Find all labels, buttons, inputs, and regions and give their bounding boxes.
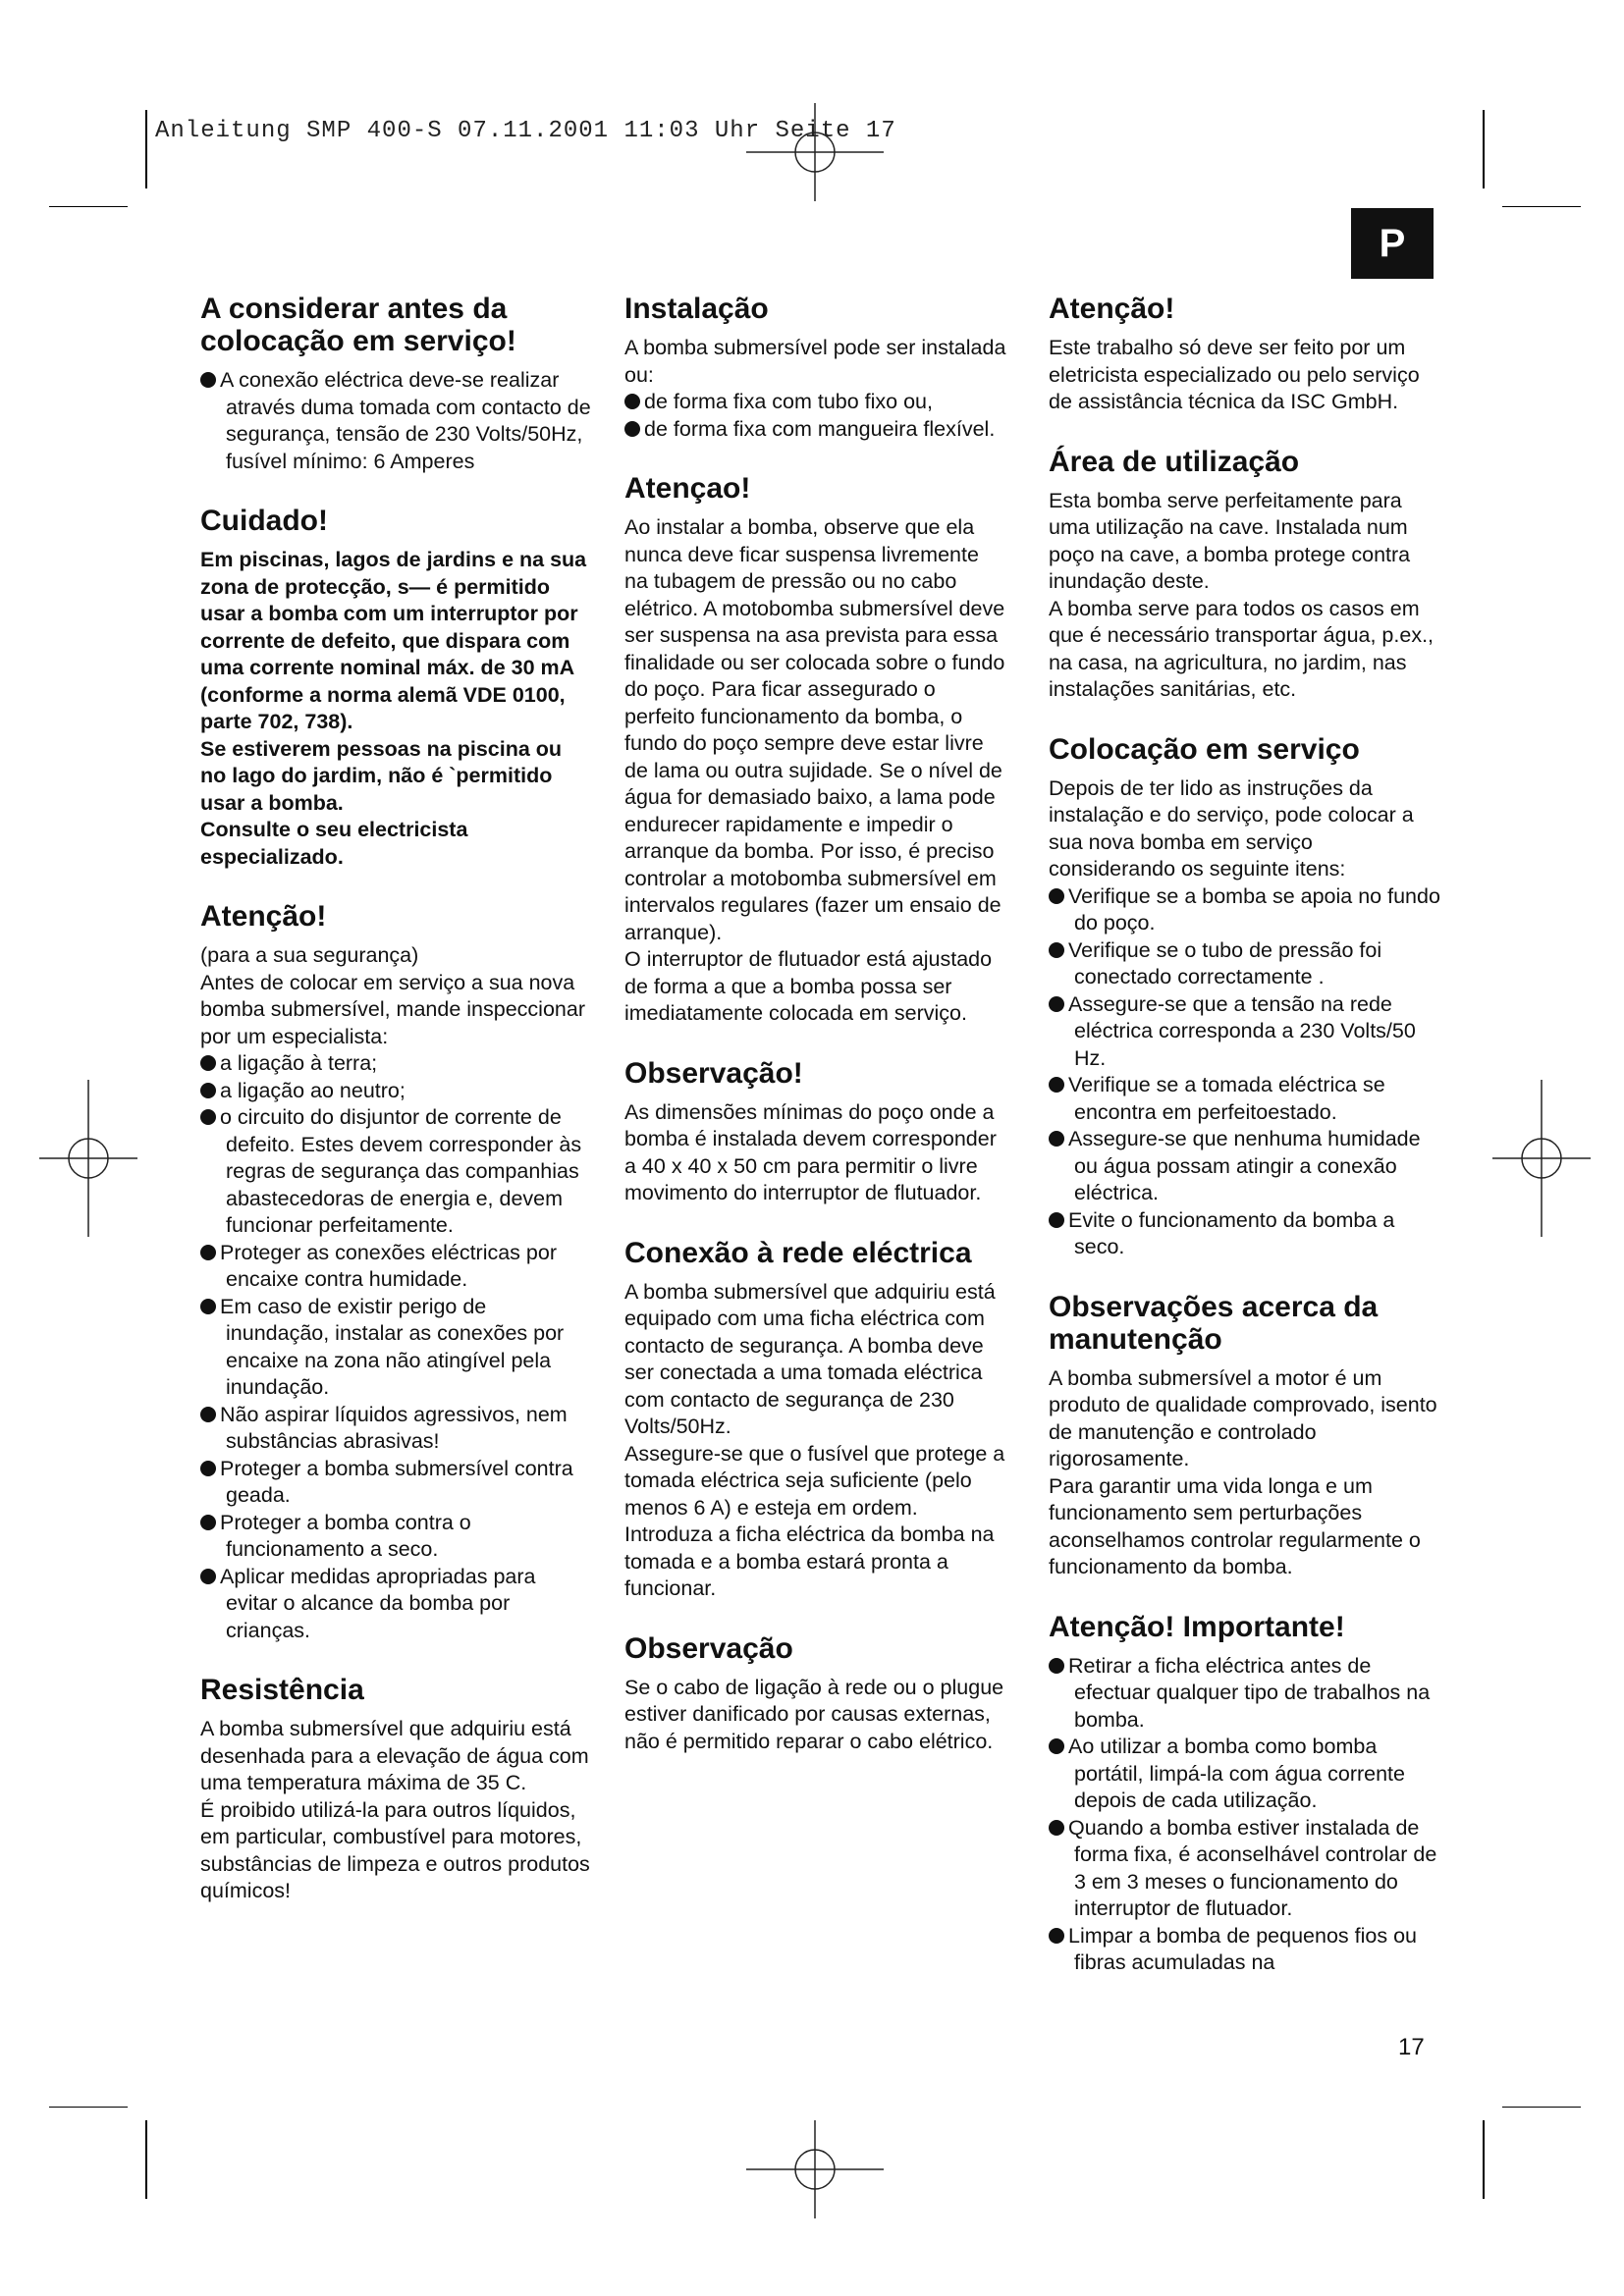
bullet-icon [200,1569,216,1584]
bullet-icon [624,394,640,409]
bullet-text: Verifique se a tomada eléctrica se encontra em perfeitoestado. [1068,1073,1385,1124]
bullet-text: Aplicar medidas apropriadas para evitar o alcance da bomba por crianças. [220,1564,536,1642]
bullet-text: A conexão eléctrica deve-se realizar através duma tomada com contacto de segurança, tensão de 230 Volts/50Hz, fusível mínimo: 6 Amperes [220,368,591,473]
section-title: Atenção! [1049,293,1175,325]
bullet-item [200,1402,593,1456]
bullet-item [624,416,1007,444]
bullet-icon [200,372,216,388]
bullet-item [200,1564,593,1645]
bullet-icon [200,1245,216,1260]
bullet-icon [1049,1928,1064,1944]
bullet-icon [624,421,640,437]
bullet-item [1049,1815,1441,1923]
section-title: Observações acerca da manutenção [1049,1290,1379,1356]
section-title: Observação! [624,1056,803,1090]
bullet-text: Retirar a ficha eléctrica antes de efectuar qualquer tipo de trabalhos na bomba. [1068,1653,1431,1732]
warning-paragraph: Se estiverem pessoas na piscina ou no lago do jardim, não é `permitido usar a bomba. [200,736,563,815]
section-title: Área de utilização [1049,445,1300,478]
registration-mark-right [1492,1080,1591,1237]
column-3 [1049,293,1441,2006]
bullet-text: Proteger a bomba submersível contra geada. [220,1456,573,1507]
paragraph: A bomba submersível que adquiriu está equipado com uma ficha eléctrica com contacto de segurança. A bomba deve ser conectada a uma tomada eléctrica com contacto de segurança de 230 Volts/50Hz. [624,1279,996,1438]
bullet-text: Evite o funcionamento da bomba a seco. [1068,1207,1395,1258]
bullet-icon [200,1515,216,1530]
registration-mark-top [746,103,884,201]
paragraph: É proibido utilizá-la para outros líquidos, em particular, combustível para motores, substâncias de limpeza e outros produtos químicos! [200,1797,590,1902]
bullet-icon [1049,942,1064,958]
bullet-list [200,367,593,475]
section-title: Conexão à rede eléctrica [624,1236,972,1269]
section-title: Instalação [624,293,769,325]
section [1049,1291,1441,1581]
section-title: Resistência [200,1674,364,1706]
bullet-text: Assegure-se que a tensão na rede eléctrica corresponda a 230 Volts/50 Hz. [1068,991,1416,1070]
bullet-icon [1049,1077,1064,1093]
print-header: Anleitung SMP 400-S 07.11.2001 11:03 Uhr Seite 17 [155,118,896,144]
bullet-icon [200,1083,216,1098]
bullet-item [200,1050,593,1078]
paragraph: Introduza a ficha eléctrica da bomba na tomada e a bomba estará pronta a funcionar. [624,1522,995,1600]
warning-paragraph: Em piscinas, lagos de jardins e na sua zona de protecção, s— é permitido usar a bomba com um interruptor por corrente de defeito, que dispara com uma corrente nominal máx. de 30 mA (conforme a norma alemã VDE 0100, parte 702, 738). [200,548,587,733]
bullet-item [1049,937,1441,991]
bullet-text: Ao utilizar a bomba como bomba portátil, limpá-la com água corrente depois de cada utilização. [1068,1735,1405,1812]
paragraph: Assegure-se que o fusível que protege a tomada eléctrica seja suficiente (pelo menos 6 A) e esteja em ordem. [624,1441,1005,1520]
section [624,293,1007,443]
section-title: Colocação em serviço [1049,732,1360,766]
language-tab: P [1351,208,1434,279]
bullet-item [1049,991,1441,1073]
bullet-text: Limpar a bomba de pequenos fios ou fibras acumuladas na [1068,1923,1417,1974]
paragraph: Para garantir uma vida longa e um funcionamento sem perturbações aconselhamos controlar regularmente o funcionamento da bomba. [1049,1473,1421,1578]
bullet-item [200,1510,593,1564]
paragraph: Se o cabo de ligação à rede ou o plugue estiver danificado por causas externas, não é permitido reparar o cabo elétrico. [624,1675,1004,1753]
section-title: Atençao! [624,472,751,505]
bullet-text: Não aspirar líquidos agressivos, nem substâncias abrasivas! [220,1402,568,1453]
bullet-item [200,367,593,475]
bullet-item [1049,883,1441,937]
column-1 [200,293,593,1935]
paragraph: Este trabalho só deve ser feito por um eletricista especializado ou pelo serviço de assistância técnica da ISC GmbH. [1049,336,1420,413]
section [1049,446,1441,704]
bullet-list [624,389,1007,443]
bullet-item [1049,1923,1441,1977]
section [624,1632,1007,1756]
paragraph: O interruptor de flutuador está ajustado de forma a que a bomba possa ser imediatamente colocada em serviço. [624,947,993,1025]
bullet-icon [200,1299,216,1314]
bullet-item [1049,1734,1441,1815]
paragraph: A bomba submersível pode ser instalada ou: [624,336,1006,387]
section [624,1237,1007,1603]
bullet-icon [1049,1131,1064,1147]
column-2 [624,293,1007,1785]
section [200,900,593,1644]
section [624,1057,1007,1207]
paragraph: Esta bomba serve perfeitamente para uma utilização na cave. Instalada num poço na cave, a bomba protege contra inundação deste. [1049,488,1411,593]
paragraph: As dimensões mínimas do poço onde a bomba é instalada devem corresponder a 40 x 40 x 50 cm para permitir o livre movimento do interruptor de flutuador. [624,1099,997,1204]
section [200,505,593,871]
paragraph: Ao instalar a bomba, observe que ela nunca deve ficar suspensa livremente na tubagem de pressão ou no cabo elétrico. A motobomba submersível deve ser suspensa na asa prevista para essa finalidade ou ser colocada sobre o fundo do poço. Para ficar assegurado o perfeito funcionamento da bomba, o fundo do poço sempre deve estar livre de lama ou outra sujidade. Se o nível de água for demasiado baixo, a lama pode endurecer rapidamente e impedir o arranque da bomba. Por isso, é preciso controlar a motobomba submersível em intervalos regulares (fazer um ensaio de arranque). [624,515,1005,944]
bullet-text: Proteger a bomba contra o funcionamento a seco. [220,1510,471,1561]
bullet-text: a ligação ao neutro; [220,1078,406,1102]
bullet-item [200,1294,593,1402]
bullet-item [1049,1072,1441,1126]
paragraph: A bomba submersível que adquiriu está desenhada para a elevação de água com uma temperatura máxima de 35 C. [200,1717,589,1794]
section-title: Cuidado! [200,505,328,537]
bullet-text: Em caso de existir perigo de inundação, instalar as conexões por encaixe na zona não atingível pela inundação. [220,1294,565,1399]
bullet-text: de forma fixa com tubo fixo ou, [644,390,933,413]
page-number: 17 [1398,2034,1425,2060]
section [1049,293,1441,416]
bullet-text: Assegure-se que nenhuma humidade ou água possam atingir a conexão eléctrica. [1068,1127,1421,1204]
paragraph: Antes de colocar em serviço a sua nova bomba submersível, mande inspeccionar por um especialista: [200,970,585,1048]
bullet-item [200,1078,593,1105]
bullet-icon [200,1407,216,1422]
bullet-item [1049,1653,1441,1735]
section [200,1674,593,1905]
bullet-icon [1049,1212,1064,1228]
bullet-text: Proteger as conexões eléctricas por encaixe contra humidade. [220,1240,557,1291]
registration-mark-bottom [746,2120,884,2218]
bullet-list [1049,1653,1441,1977]
paragraph: A bomba serve para todos os casos em que é necessário transportar água, p.ex., na casa, na agricultura, no jardim, nas instalações sanitárias, etc. [1049,596,1435,701]
paragraph: Depois de ter lido as instruções da instalação e do serviço, pode colocar a sua nova bomba em serviço considerando os seguinte itens: [1049,775,1414,881]
paragraph: A bomba submersível a motor é um produto de qualidade comprovado, isento de manutenção e controlado rigorosamente. [1049,1365,1437,1470]
section-title: Atenção! Importante! [1049,1610,1345,1643]
bullet-text: Verifique se a bomba se apoia no fundo do poço. [1068,883,1440,934]
bullet-text: Quando a bomba estiver instalada de forma fixa, é aconselhável controlar de 3 em 3 meses o funcionamento do interruptor de flutuador. [1068,1815,1437,1920]
section [1049,1611,1441,1977]
bullet-item [200,1240,593,1294]
warning-paragraph: Consulte o seu electricista especializado. [200,818,468,869]
section-title: Atenção! [200,900,327,933]
section-title: A considerar antes da colocação em serviço! [200,293,516,357]
bullet-text: Verifique se o tubo de pressão foi conectado correctamente . [1068,937,1382,988]
bullet-list [200,1050,593,1644]
bullet-icon [1049,1658,1064,1674]
bullet-icon [1049,1738,1064,1754]
bullet-item [200,1104,593,1240]
paragraph: (para a sua segurança) [200,943,419,967]
bullet-item [1049,1126,1441,1207]
bullet-item [1049,1207,1441,1261]
section [1049,733,1441,1261]
bullet-item [200,1456,593,1510]
bullet-icon [1049,996,1064,1012]
section [624,472,1007,1028]
section [200,293,593,475]
bullet-text: de forma fixa com mangueira flexível. [644,416,996,441]
section-title: Observação [624,1631,793,1665]
bullet-list [1049,883,1441,1261]
bullet-text: a ligação à terra; [220,1051,378,1075]
bullet-icon [200,1055,216,1071]
registration-mark-left [39,1080,137,1237]
bullet-icon [200,1109,216,1125]
bullet-item [624,389,1007,416]
bullet-icon [1049,888,1064,904]
bullet-icon [200,1461,216,1476]
bullet-icon [1049,1820,1064,1836]
bullet-text: o circuito do disjuntor de corrente de defeito. Estes devem corresponder às regras de segurança das companhias abastecedoras de energia e, devem funcionar perfeitamente. [220,1105,582,1237]
